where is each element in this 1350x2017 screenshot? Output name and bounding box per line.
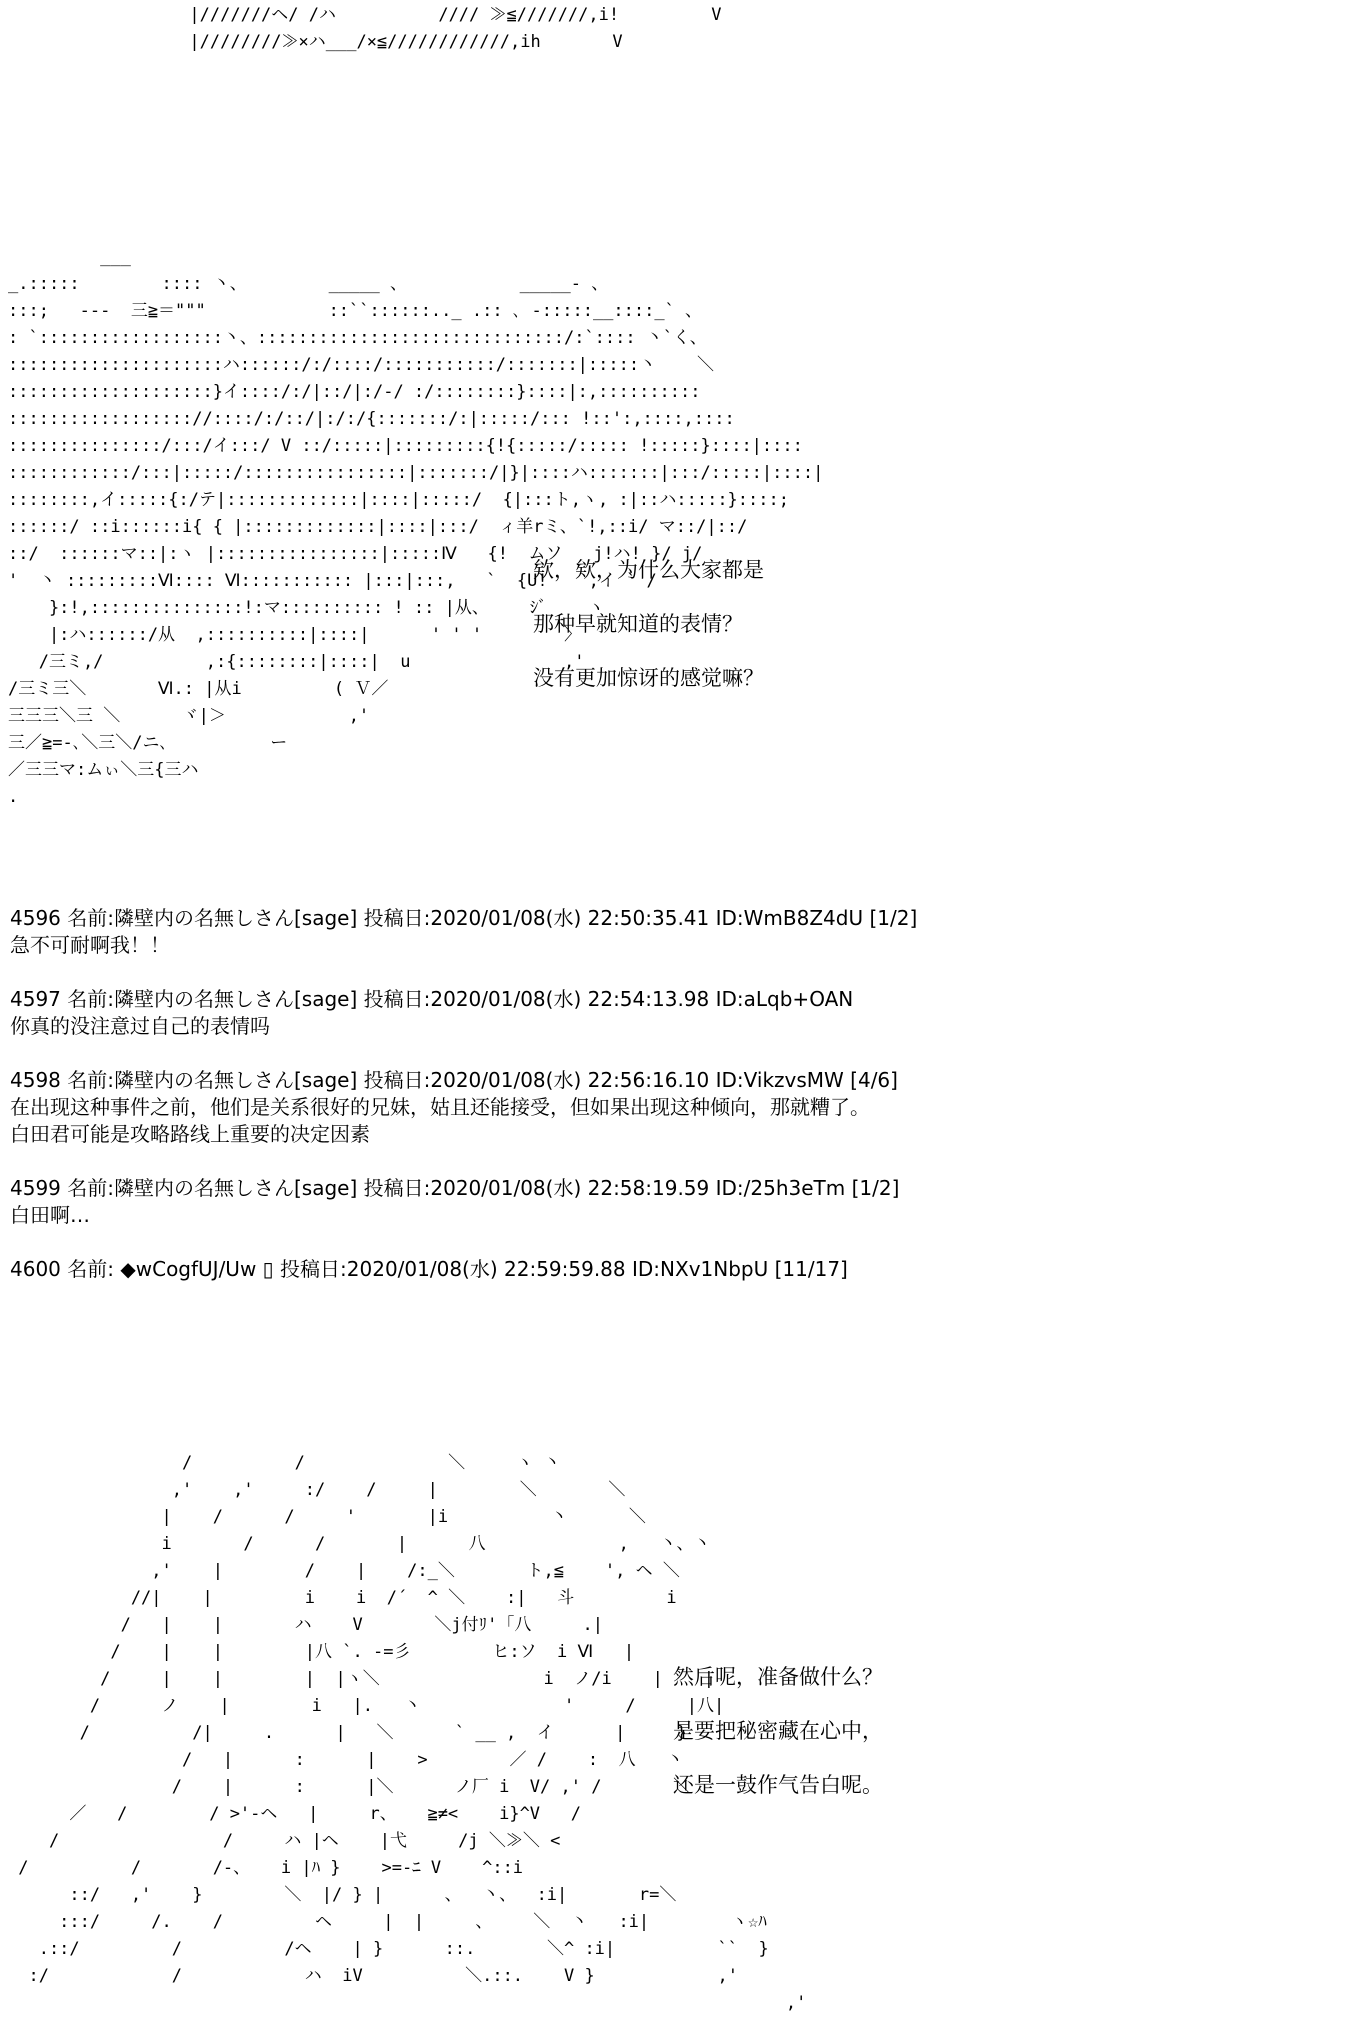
- post-number: 4596: [10, 906, 61, 930]
- post-body: [10, 1202, 1330, 1229]
- post-meta: 名前:隣壁内の名無しさん[sage] 投稿日:2020/01/08(水) 22:58:19.59 ID:/25h3eTm [1/2]: [67, 1176, 900, 1200]
- speech-line: 那种早就知道的表情？: [533, 612, 743, 636]
- ascii-art-line: ::::::::::::::::::::}イ::::/:/|::/|:/-/ :/::::::::}::::|:,::::::::::: [8, 382, 701, 402]
- ascii-art-line: ::/ ,' } ＼ |/ } | 、 丶、 :i| r=＼: [8, 1885, 677, 1905]
- post-meta: 名前: ◆wCogfUJ/Uw ▯ 投稿日:2020/01/08(水) 22:59:59.88 ID:NXv1NbpU [11/17]: [67, 1257, 848, 1281]
- post-number: 4597: [10, 987, 61, 1011]
- post: [10, 1067, 1330, 1148]
- ascii-art-line: .::/ / /ヘ | } ::. ＼^ :i| `` }: [8, 1939, 769, 1959]
- speech-line: 然后呢，准备做什么？: [673, 1665, 883, 1689]
- post: [10, 1175, 1330, 1229]
- ascii-art-line: ___: [8, 247, 131, 267]
- speech-line: 没有更加惊讶的感觉嘛？: [533, 666, 764, 690]
- ascii-art-line: / | | |八 `. ‐=彡 ヒ:ソ i Ⅵ |: [8, 1642, 635, 1662]
- ascii-art-line: / / ＼ ヽ 丶: [8, 1453, 561, 1473]
- thread-posts: [10, 905, 1330, 1310]
- ascii-art-line: :/ / ハ iV ＼.::. V } ,': [8, 1966, 738, 1986]
- speech-line: 还是一鼓作气告白呢。: [673, 1773, 883, 1797]
- ascii-art-line: : `::::::::::::::::::丶、::::::::::::::::::::::::::::::/:`:::: 丶`く、: [8, 328, 707, 348]
- post-header: [10, 986, 1330, 1013]
- post-meta: 名前:隣壁内の名無しさん[sage] 投稿日:2020/01/08(水) 22:54:13.98 ID:aLqb+OAN: [67, 987, 854, 1011]
- ascii-art-line: }:!,:::::::::::::::!:マ:::::::::: ! :: |从、 ｼﾞ ヽ: [8, 598, 605, 618]
- post-header: [10, 905, 1330, 932]
- ascii-art-line: ' 丶 :::::::::Ⅵ:::: Ⅵ::::::::::: |:::|:::, ` {U! ,イ ` /: [8, 571, 657, 591]
- ascii-art-line: ::::::::::::/:::|:::::/::::::::::::::::|:::::::/|}|::::ハ:::::::|:::/:::::|::::|: [8, 463, 824, 483]
- post-number: 4599: [10, 1176, 61, 1200]
- ascii-art-line: :::; --- 三≧＝""" ::``::::::.._ .:: ､ -:::::__::::_` 、: [8, 301, 703, 321]
- speech-block-1: [533, 543, 764, 705]
- ascii-art-line: :::::::::::::::/:::/イ:::/ V ::/:::::|:::::::::{!{:::::/::::: !:::::}::::|::::: [8, 436, 803, 456]
- ascii-art-line: /三ミ,/ ,:{::::::::|::::| u ,': [8, 652, 585, 672]
- ascii-art-line: //| | i i /´ ^ ＼ :| 斗 i: [8, 1588, 677, 1608]
- ascii-art-line: ／ / / >'-ヘ | r、 ≧≠< i}^V /: [8, 1804, 581, 1824]
- ascii-art-line: i / / | 八 , 丶、丶: [8, 1534, 711, 1554]
- ascii-art-line: ／三三マ:ムぃ＼三{三ハ: [8, 760, 199, 780]
- post-body: [10, 1013, 1330, 1040]
- ascii-art-line: / | : | > ／ / : 八 丶: [8, 1750, 684, 1770]
- ascii-art-line: |:ハ::::::/从 ,::::::::::|::::| ' ' ' 〉: [8, 625, 581, 645]
- post-header: [10, 1256, 1330, 1283]
- ascii-art-line: ::/ ::::::マ::|:ヽ |::::::::::::::::|:::::Ⅳ {! ムソ j!ハ! }/ j/: [8, 544, 703, 564]
- ascii-art-line: :::::::::::::::::://::::/:/::/|:/:/{:::::::/:|:::::/::: !::':,::::,::::: [8, 409, 735, 429]
- post-body-line: 你真的没注意过自己的表情吗: [10, 1014, 270, 1038]
- ascii-art-line: :::::::::::::::::::::ハ::::::/:/::::/:::::::::::/:::::::|:::::丶 ＼: [8, 355, 715, 375]
- post: [10, 905, 1330, 959]
- ascii-art-line: / | : |＼ ノ厂 i V/ ,' / ＼: [8, 1777, 691, 1797]
- ascii-art-line: | / / ' |i 丶 ＼: [8, 1507, 646, 1527]
- post-meta: 名前:隣壁内の名無しさん[sage] 投稿日:2020/01/08(水) 22:50:35.41 ID:WmB8Z4dU [1/2]: [67, 906, 918, 930]
- post-header: [10, 1175, 1330, 1202]
- ascii-art-line: /三ミ三＼ Ⅵ.: |从i ( Ｖ／: [8, 679, 389, 699]
- ascii-art-line: ::::::::,イ:::::{:/テ|:::::::::::::|::::|:::::/ {|:::ト,ヽ, :|::ハ:::::}::::;: [8, 490, 789, 510]
- post-body: [10, 932, 1330, 959]
- post: [10, 1256, 1330, 1283]
- ascii-art-line: / /| . | ＼ ` __ , イ | }: [8, 1723, 687, 1743]
- post: [10, 986, 1330, 1040]
- post-body: [10, 1094, 1330, 1148]
- ascii-art-line: / / /-、 i |ﾊ } >=-ﾆ V ^::i: [8, 1858, 524, 1878]
- ascii-art-line: / | | ハ V ＼j付ﾘ'「八 .|: [8, 1615, 604, 1635]
- post-body-line: 白田君可能是攻略路线上重要的决定因素: [10, 1122, 370, 1146]
- post-body-line: 在出现这种事件之前，他们是关系很好的兄妹，姑且还能接受，但如果出现这种倾向，那就糟了。: [10, 1095, 870, 1119]
- ascii-art-line: ,' ,' :/ / | ＼ ＼: [8, 1480, 626, 1500]
- ascii-art-line: 三／≧=-､＼三＼/ニ､ ー: [8, 733, 288, 753]
- post-number: 4598: [10, 1068, 61, 1092]
- ascii-art-line: / / ハ |ヘ |弋 /j ＼≫＼ <: [8, 1831, 561, 1851]
- ascii-art-line: / | | | |ヽ＼ i ノ/i | |: [8, 1669, 715, 1689]
- ascii-art-line: |////////≫×ハ___/×≦////////////,ih V: [128, 32, 623, 52]
- post-header: [10, 1067, 1330, 1094]
- post-body-line: 急不可耐啊我！！: [10, 933, 170, 957]
- ascii-art-line: _.::::: :::: 丶、 _____ 、 _____- 、: [8, 274, 609, 294]
- speech-block-2: [673, 1650, 883, 1812]
- ascii-art-line: / ノ | i |. 丶 ' / |八|: [8, 1696, 725, 1716]
- post-body-line: 白田啊…: [10, 1203, 90, 1227]
- character-ascii-art-1: [8, 244, 823, 811]
- ascii-art-line: ,': [8, 1993, 807, 2013]
- ascii-art-line: ,' | / | /:_＼ ト,≦ ', ヘ ＼: [8, 1561, 680, 1581]
- speech-line: 欸，欸，为什么大家都是: [533, 558, 764, 582]
- top-ascii-art: [128, 2, 721, 56]
- post-number: 4600: [10, 1257, 61, 1281]
- ascii-art-line: |///////ヘ/ /ハ //// ≫≦///////,i! V: [128, 5, 722, 25]
- ascii-art-line: ::::::/ ::i::::::i{ { |:::::::::::::|::::|:::/ ィ羊rミ、`!,::i/ マ::/|::/: [8, 517, 748, 537]
- ascii-art-line: 三三三＼三 ＼ ヾ|＞ ,': [8, 706, 370, 726]
- speech-line: 是要把秘密藏在心中，: [673, 1719, 883, 1743]
- ascii-art-line: .: [8, 787, 19, 807]
- ascii-art-line: :::/ /. / ヘ | | 、 ＼ 丶 :i| ヽ☆ﾊ: [8, 1912, 767, 1932]
- post-meta: 名前:隣壁内の名無しさん[sage] 投稿日:2020/01/08(水) 22:56:16.10 ID:VikzvsMW [4/6]: [67, 1068, 898, 1092]
